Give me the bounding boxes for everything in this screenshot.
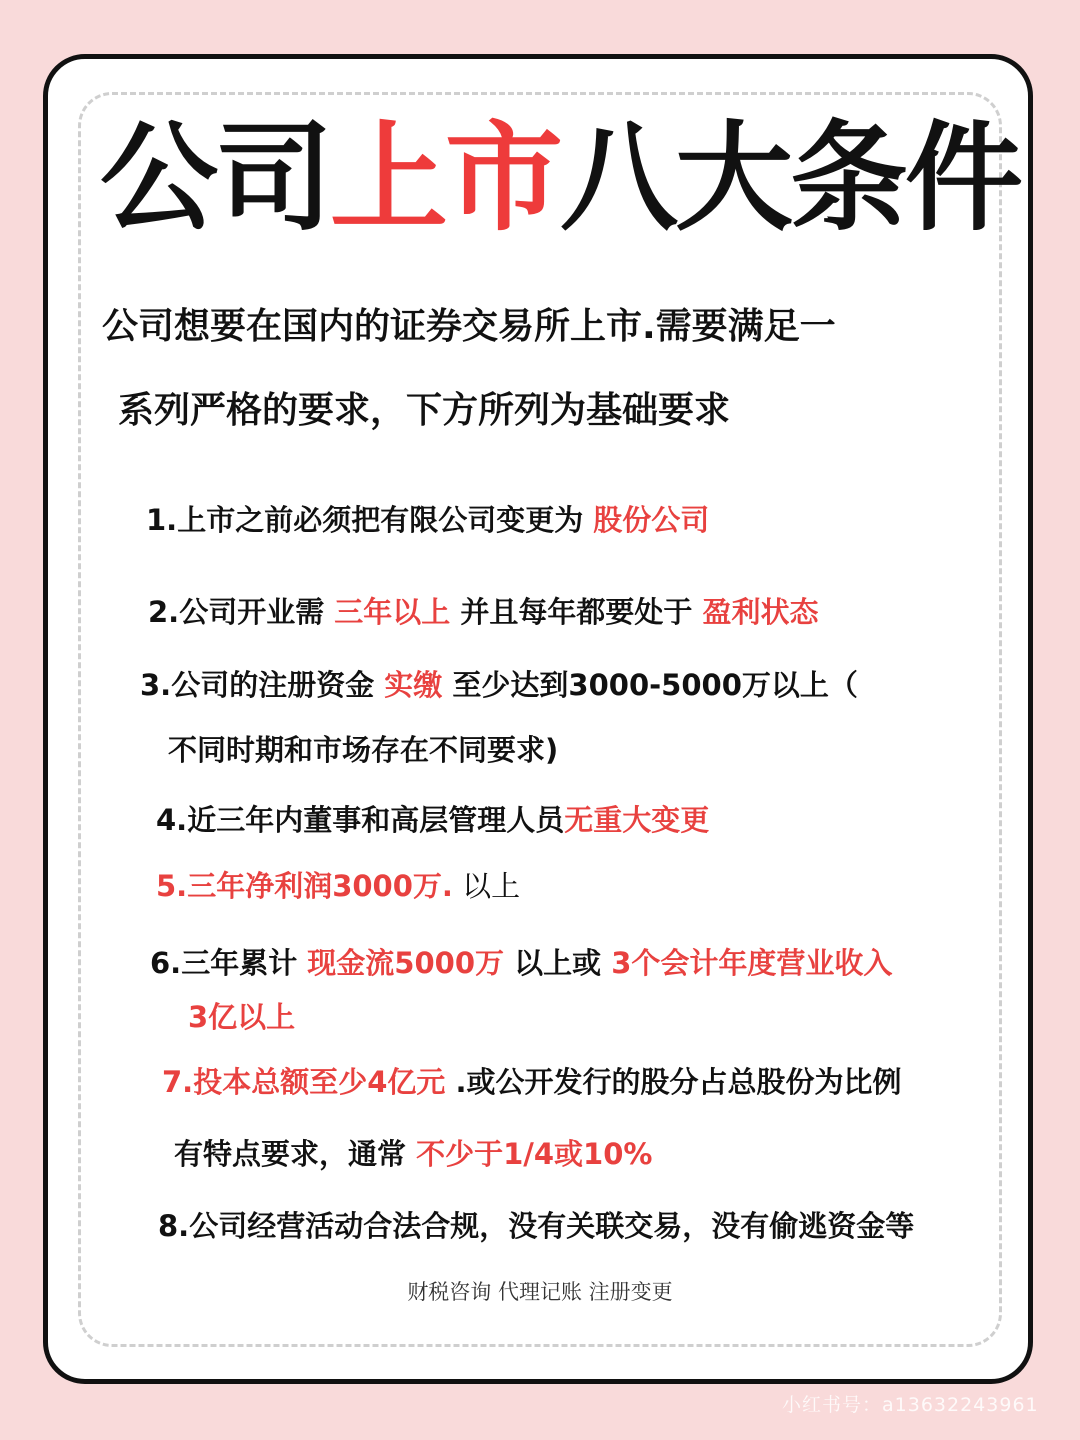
condition-6-line-2: 3亿以上: [188, 1000, 296, 1034]
condition-1-highlight: 股份公司: [593, 503, 710, 537]
watermark: 小红书号：a13632243961: [782, 1394, 1039, 1416]
condition-6-text: 6.三年累计: [150, 946, 308, 980]
condition-2: [148, 590, 819, 631]
footer-services: 财税咨询 代理记账 注册变更: [407, 1280, 673, 1304]
condition-2-highlight-1: 三年以上: [334, 595, 451, 629]
condition-1: [146, 498, 709, 539]
intro-line-2: 系列严格的要求，下方所列为基础要求: [118, 390, 731, 431]
condition-3-text-2: 至少达到3000-5000万以上（: [442, 668, 858, 702]
condition-5: [156, 864, 520, 905]
condition-6-highlight-2: 3个会计年度营业收入: [611, 946, 893, 980]
condition-3: [140, 663, 858, 704]
condition-3-highlight: 实缴: [384, 668, 443, 702]
page-title: [100, 108, 1021, 248]
title-highlight: 上市: [330, 109, 561, 247]
condition-6-highlight-1: 现金流5000万: [307, 946, 505, 980]
condition-6-text-2: 以上或: [504, 946, 612, 980]
condition-3-line-2: 不同时期和市场存在不同要求): [168, 733, 559, 767]
condition-4: [156, 798, 709, 839]
condition-4-text: 4.近三年内董事和高层管理人员: [156, 803, 565, 837]
condition-5-text: 以上: [452, 869, 521, 903]
intro-line-1: 公司想要在国内的证券交易所上市.需要满足一: [102, 306, 836, 347]
title-part-1: 公司: [100, 109, 331, 247]
condition-1-text: 1.上市之前必须把有限公司变更为: [146, 503, 594, 537]
condition-7-highlight-2: 不少于1/4或10%: [416, 1137, 653, 1171]
condition-2-text-2: 并且每年都要处于: [450, 595, 703, 629]
condition-7-text-2: 有特点要求，通常: [174, 1137, 417, 1171]
condition-7-highlight: 7.投本总额至少4亿元: [162, 1065, 446, 1099]
condition-5-highlight: 5.三年净利润3000万.: [156, 869, 453, 903]
condition-2-highlight-2: 盈利状态: [702, 595, 819, 629]
condition-7-text: .或公开发行的股分占总股份为比例: [445, 1065, 902, 1099]
condition-7-line-2: [174, 1132, 652, 1173]
condition-3-text: 3.公司的注册资金: [140, 668, 385, 702]
condition-7: [162, 1060, 902, 1101]
condition-8: 8.公司经营活动合法合规，没有关联交易，没有偷逃资金等: [158, 1209, 915, 1243]
title-part-2: 八大条件: [560, 109, 1021, 247]
condition-4-highlight: 无重大变更: [564, 803, 710, 837]
condition-2-text: 2.公司开业需: [148, 595, 335, 629]
condition-6: [150, 941, 892, 982]
